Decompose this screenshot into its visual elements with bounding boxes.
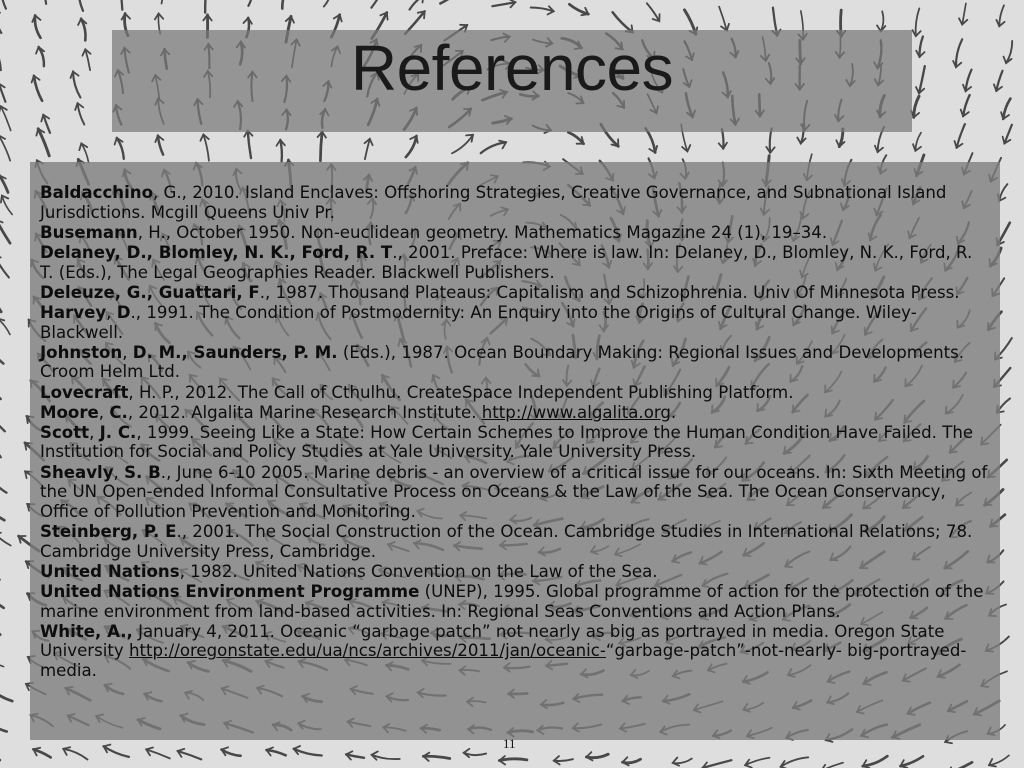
reference-authors: Moore	[40, 402, 99, 422]
reference-item	[40, 562, 990, 582]
reference-separator: ,	[89, 422, 100, 442]
reference-text: , H. P., 2012. The Call of Cthulhu. CreateSpace Independent Publishing Platform.	[128, 382, 794, 402]
reference-text: ., June 6-10 2005. Marine debris - an overview of a critical issue for our oceans. In: Sixth Meeting of the UN Open-ended Informal Consultative Process on Oceans & the Law of the Sea. The Ocean Conservancy, Office of Pollution Prevention and Monitoring.	[40, 462, 988, 521]
reference-item	[40, 343, 990, 382]
reference-authors: Baldacchino	[40, 183, 153, 202]
reference-authors: Delaney, D., Blomley, N. K., Ford, R. T	[40, 242, 393, 262]
reference-item	[40, 582, 990, 621]
reference-link[interactable]: http://www.algalita.org	[481, 402, 671, 422]
reference-authors: Sheavly	[40, 462, 114, 482]
reference-text: ., 2001. Preface: Where is law. In: Delaney, D., Blomley, N. K., Ford, R. T. (Eds.), The Legal Geographies Reader. Blackwell Publishers.	[40, 242, 973, 282]
reference-item	[40, 243, 990, 282]
reference-authors: Steinberg, P. E	[40, 522, 177, 542]
reference-text: , 2012. Algalita Marine Research Institute.	[127, 402, 482, 422]
reference-text: , 1982. United Nations Convention on the Law of the Sea.	[179, 561, 658, 581]
reference-item	[40, 383, 990, 403]
reference-link[interactable]: http://oregonstate.edu/ua/ncs/archives/2011/jan/oceanic-	[128, 641, 606, 661]
reference-authors-initials: J. C.	[99, 422, 137, 442]
reference-authors: Deleuze, G., Guattari, F	[40, 282, 260, 302]
reference-item	[40, 223, 990, 243]
reference-separator: ,	[98, 402, 110, 422]
reference-text: ., 1987. Thousand Plateaus: Capitalism and Schizophrenia. Univ Of Minnesota Press.	[259, 282, 960, 302]
reference-authors: Scott	[40, 422, 90, 442]
reference-text: (UNEP), 1995. Global programme of action for the protection of the marine environment from land-based activities. In: Regional Seas Conventions and Action Plans.	[40, 582, 984, 621]
reference-authors-initials: D	[116, 302, 131, 322]
reference-item	[40, 403, 990, 423]
reference-authors: United Nations Environment Programme	[40, 582, 420, 601]
reference-item	[40, 303, 990, 342]
reference-text: January 4, 2011. Oceanic “garbage patch” not nearly as big as portrayed in media. Oregon State University	[40, 621, 945, 661]
reference-tail: “garbage-patch”-not-nearly- big-portrayed-media.	[40, 641, 967, 680]
reference-item	[40, 283, 990, 303]
reference-separator: ,	[106, 302, 117, 322]
reference-text: , H., October 1950. Non-euclidean geometry. Mathematics Magazine 24 (1), 19–34.	[137, 222, 828, 242]
reference-authors-initials: D. M., Saunders, P. M.	[132, 342, 338, 362]
reference-authors: White, A.,	[40, 621, 133, 641]
reference-list	[40, 183, 990, 681]
reference-item	[40, 522, 990, 561]
reference-separator: ,	[113, 462, 125, 482]
reference-text: ., 2001. The Social Construction of the Ocean. Cambridge Studies in International Relations; 78. Cambridge University Press, Cambridge.	[40, 522, 973, 561]
reference-tail: .	[670, 402, 677, 422]
reference-authors-initials: C.	[109, 402, 128, 422]
reference-separator: ,	[122, 342, 133, 362]
reference-text: ., 1991. The Condition of Postmodernity: An Enquiry into the Origins of Cultural Change. Wiley-Blackwell.	[40, 302, 917, 342]
reference-item	[40, 423, 990, 462]
page-number: 11	[503, 736, 516, 751]
reference-text: , 1999. Seeing Like a State: How Certain Schemes to Improve the Human Condition Have Failed. The Institution for Social and Policy Studies at Yale University. Yale University Press.	[40, 422, 974, 462]
reference-item	[40, 622, 990, 681]
reference-item	[40, 183, 990, 222]
reference-authors-initials: S. B	[124, 462, 161, 482]
reference-authors: Busemann	[40, 222, 138, 242]
reference-authors: United Nations	[40, 561, 180, 581]
reference-authors: Harvey	[40, 302, 107, 322]
reference-authors: Johnston	[40, 342, 123, 362]
reference-text: , G., 2010. Island Enclaves: Offshoring Strategies, Creative Governance, and Subnational Island Jurisdictions. Mcgill Queens Univ Pr.	[40, 183, 947, 222]
slide-title: References	[350, 32, 674, 104]
reference-text: (Eds.), 1987. Ocean Boundary Making: Regional Issues and Developments. Croom Helm Ltd.	[40, 342, 965, 382]
reference-authors: Lovecraft	[40, 382, 129, 402]
reference-item	[40, 463, 990, 522]
